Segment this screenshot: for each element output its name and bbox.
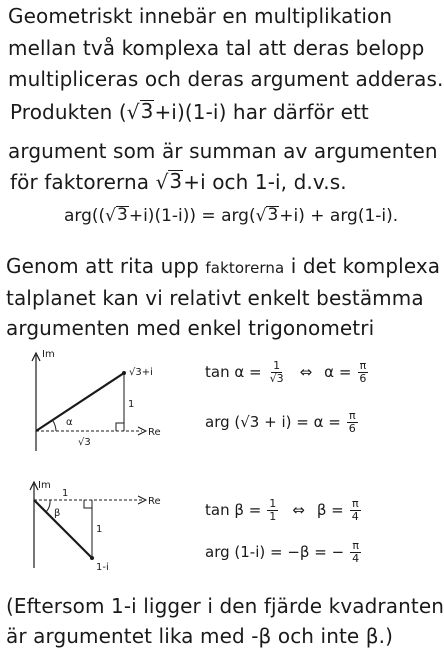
fraction-numerator: π bbox=[359, 359, 367, 372]
fraction bbox=[357, 360, 368, 384]
fraction-denominator: 4 bbox=[352, 551, 360, 565]
angle-arc bbox=[46, 500, 50, 512]
vertical-side-label: 1 bbox=[128, 399, 135, 410]
vertical-side-label: 1 bbox=[96, 524, 103, 535]
sqrt-argument: 3 bbox=[117, 205, 128, 225]
text-line-5: argument som är summan av argumenten bbox=[8, 139, 438, 163]
text-line-4 bbox=[10, 100, 430, 124]
fraction-numerator: 1 bbox=[273, 359, 281, 372]
text-line-1: Geometriskt innebär en multiplikation bbox=[8, 4, 393, 28]
im-label: Im bbox=[38, 480, 51, 491]
tan-beta-formula bbox=[205, 498, 363, 522]
fraction-denominator: 6 bbox=[359, 371, 367, 385]
formula-variable: β = bbox=[316, 501, 344, 520]
angle-arc bbox=[53, 421, 56, 431]
fraction bbox=[350, 498, 361, 522]
re-label: Re bbox=[148, 427, 161, 438]
text-line-7-a: Genom att rita upp bbox=[6, 254, 206, 278]
fraction bbox=[347, 410, 358, 434]
arg-1-minus-i-formula bbox=[205, 540, 363, 564]
fraction-numerator: π bbox=[351, 497, 359, 510]
fraction bbox=[350, 540, 361, 564]
fraction-numerator: 1 bbox=[269, 497, 277, 510]
text-line-7-small: faktorerna bbox=[205, 259, 285, 277]
equation-part-a: arg(( bbox=[64, 206, 106, 226]
text-line-6-a: för faktorerna bbox=[10, 170, 156, 194]
fraction-denominator: 4 bbox=[351, 509, 359, 523]
im-label: Im bbox=[42, 349, 55, 360]
right-angle-marker bbox=[84, 500, 92, 508]
horizontal-side-label: 1 bbox=[62, 488, 69, 499]
formula-lhs: tan β = bbox=[205, 501, 262, 520]
equation-part-c: +i) + arg(1-i). bbox=[279, 206, 399, 226]
point-marker bbox=[90, 556, 94, 560]
text-line-11: är argumentet lika med -β och inte β.) bbox=[6, 624, 394, 648]
formula-lhs: tan α = bbox=[205, 363, 262, 382]
fraction-numerator: π bbox=[348, 409, 356, 422]
arg-sqrt3-formula bbox=[205, 410, 360, 434]
angle-label: β bbox=[54, 508, 61, 519]
text-line-8: talplanet kan vi relativt enkelt bestämma bbox=[6, 286, 424, 310]
text-line-7-b: i det komplexa bbox=[284, 254, 441, 278]
sqrt-argument: 3 bbox=[140, 99, 154, 123]
point-label: 1-i bbox=[96, 562, 109, 573]
argument-equation bbox=[64, 206, 398, 226]
text-line-7 bbox=[6, 254, 441, 278]
diagram-sqrt3-plus-i bbox=[0, 345, 190, 455]
point-marker bbox=[122, 371, 126, 375]
equation-part-b: +i)(1-i)) = arg( bbox=[128, 206, 256, 226]
point-label: √3+i bbox=[129, 367, 153, 378]
text-line-6 bbox=[10, 170, 430, 194]
sqrt-symbol: √ 3 bbox=[105, 205, 128, 226]
equivalence-symbol: ⇔ bbox=[299, 363, 313, 382]
right-angle-marker bbox=[116, 423, 124, 431]
horizontal-side-label: √3 bbox=[78, 437, 91, 448]
vector-line bbox=[36, 373, 124, 431]
text-line-4-a: Produkten ( bbox=[10, 100, 127, 124]
fraction bbox=[268, 360, 286, 384]
fraction-denominator: √3 bbox=[269, 371, 284, 385]
formula-lhs: arg (1-i) = −β = − bbox=[205, 543, 345, 562]
sqrt-symbol: √ 3 bbox=[155, 169, 183, 194]
equivalence-symbol: ⇔ bbox=[292, 501, 305, 520]
sqrt-argument: 3 bbox=[267, 205, 279, 225]
text-line-10: (Eftersom 1-i ligger i den fjärde kvadranten bbox=[6, 594, 444, 618]
vector-line bbox=[34, 500, 92, 558]
text-line-3: multipliceras och deras argument adderas. bbox=[8, 67, 444, 91]
angle-label: α bbox=[66, 417, 73, 428]
fraction-numerator: π bbox=[352, 539, 359, 552]
fraction-denominator: 1 bbox=[269, 509, 277, 523]
text-line-4-b: +i)(1-i) har därför ett bbox=[154, 100, 369, 124]
tan-alpha-formula bbox=[205, 360, 370, 384]
text-line-6-b: +i och 1-i, d.v.s. bbox=[183, 170, 347, 194]
sqrt-argument: 3 bbox=[169, 169, 183, 193]
fraction bbox=[267, 498, 278, 522]
formula-lhs: arg (√3 + i) = α = bbox=[205, 413, 341, 432]
fraction-denominator: 6 bbox=[348, 421, 356, 435]
formula-variable: α = bbox=[324, 363, 352, 382]
diagram-1-minus-i bbox=[0, 478, 190, 578]
text-line-2: mellan två komplexa tal att deras belopp bbox=[8, 36, 425, 60]
text-line-9: argumenten med enkel trigonometri bbox=[6, 316, 375, 340]
sqrt-symbol: √ 3 bbox=[255, 205, 279, 226]
re-label: Re bbox=[148, 496, 161, 507]
sqrt-symbol: √ 3 bbox=[126, 99, 154, 124]
